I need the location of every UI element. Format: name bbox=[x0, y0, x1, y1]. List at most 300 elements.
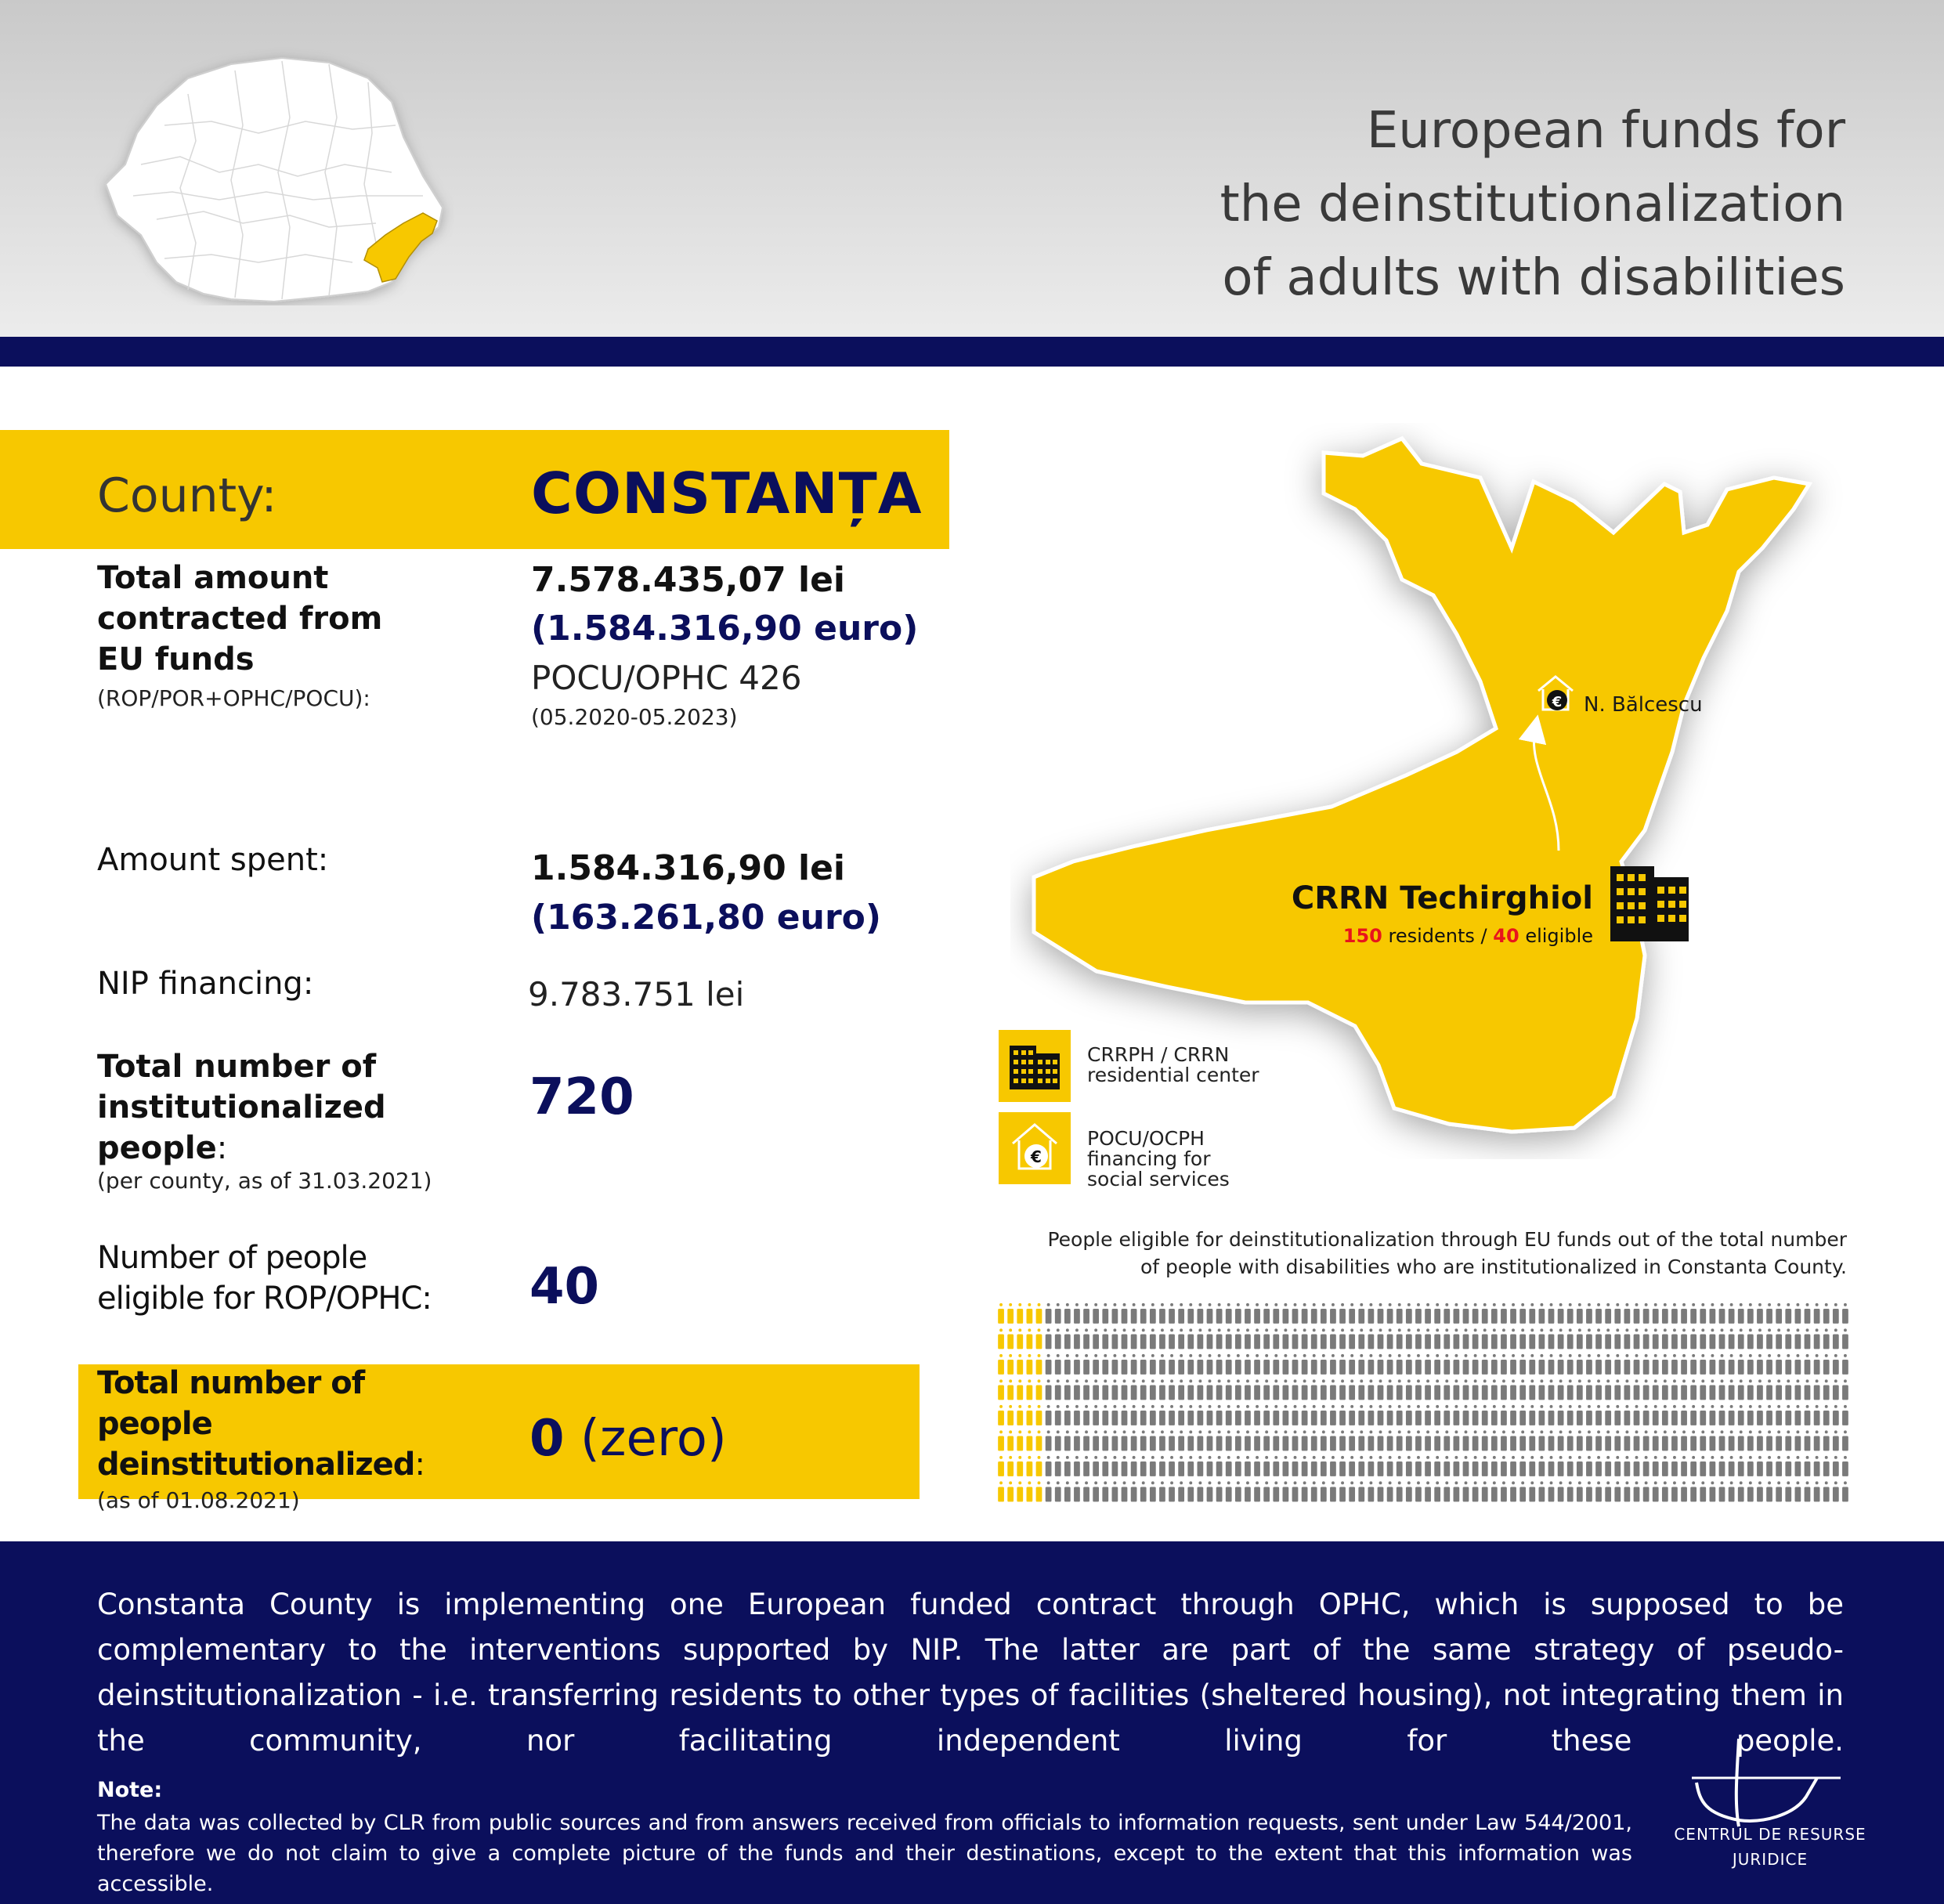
person bbox=[1122, 1430, 1128, 1451]
person bbox=[1273, 1456, 1279, 1476]
person bbox=[1122, 1303, 1128, 1324]
person bbox=[1700, 1405, 1706, 1425]
person bbox=[1283, 1328, 1289, 1349]
person bbox=[1700, 1379, 1706, 1400]
person bbox=[1273, 1379, 1279, 1400]
person bbox=[1463, 1303, 1469, 1324]
person bbox=[1368, 1328, 1375, 1349]
person bbox=[1397, 1379, 1403, 1400]
person bbox=[1263, 1354, 1270, 1375]
person bbox=[1643, 1379, 1650, 1400]
person bbox=[1368, 1379, 1375, 1400]
person-eligible bbox=[1017, 1328, 1023, 1349]
person bbox=[1349, 1456, 1355, 1476]
person bbox=[1833, 1481, 1839, 1501]
person bbox=[1169, 1303, 1175, 1324]
person bbox=[1444, 1405, 1450, 1425]
person bbox=[1055, 1481, 1061, 1501]
person bbox=[1805, 1303, 1811, 1324]
person bbox=[1719, 1430, 1725, 1451]
person bbox=[1795, 1354, 1801, 1375]
person bbox=[1463, 1430, 1469, 1451]
person bbox=[1425, 1456, 1431, 1476]
person-eligible bbox=[1036, 1328, 1042, 1349]
person bbox=[1169, 1481, 1175, 1501]
person bbox=[1064, 1328, 1071, 1349]
person bbox=[1795, 1379, 1801, 1400]
person bbox=[1491, 1328, 1498, 1349]
person bbox=[1805, 1354, 1811, 1375]
person bbox=[1605, 1456, 1611, 1476]
person bbox=[1397, 1405, 1403, 1425]
legend-house-euro-icon bbox=[999, 1112, 1071, 1184]
label-colon: : bbox=[216, 1130, 228, 1166]
person bbox=[1519, 1456, 1526, 1476]
person bbox=[1710, 1456, 1716, 1476]
person bbox=[1766, 1405, 1772, 1425]
person bbox=[1454, 1303, 1460, 1324]
person-eligible bbox=[1007, 1379, 1014, 1400]
person bbox=[1605, 1328, 1611, 1349]
person bbox=[1690, 1379, 1696, 1400]
person bbox=[1434, 1379, 1440, 1400]
person bbox=[1558, 1354, 1564, 1375]
person bbox=[1747, 1379, 1754, 1400]
person bbox=[1614, 1481, 1621, 1501]
person bbox=[1529, 1481, 1535, 1501]
legend-line: social services bbox=[1087, 1168, 1230, 1190]
person bbox=[1719, 1354, 1725, 1375]
person bbox=[1339, 1405, 1346, 1425]
person-eligible bbox=[1027, 1405, 1033, 1425]
label-line: Total amount bbox=[97, 560, 329, 596]
person bbox=[1595, 1303, 1602, 1324]
person bbox=[1093, 1481, 1099, 1501]
person bbox=[1444, 1379, 1450, 1400]
person bbox=[1472, 1354, 1479, 1375]
person bbox=[1501, 1328, 1507, 1349]
person bbox=[1747, 1456, 1754, 1476]
person bbox=[1501, 1405, 1507, 1425]
person bbox=[1055, 1354, 1061, 1375]
legend-financing-text bbox=[1087, 1129, 1230, 1190]
person bbox=[1719, 1379, 1725, 1400]
person bbox=[1700, 1430, 1706, 1451]
person bbox=[1776, 1328, 1782, 1349]
person bbox=[1510, 1430, 1516, 1451]
person bbox=[1595, 1379, 1602, 1400]
person bbox=[1700, 1481, 1706, 1501]
person bbox=[1311, 1328, 1317, 1349]
person bbox=[1216, 1481, 1223, 1501]
person bbox=[1226, 1354, 1232, 1375]
person bbox=[1102, 1303, 1108, 1324]
person bbox=[1700, 1328, 1706, 1349]
person bbox=[1586, 1481, 1592, 1501]
person bbox=[1454, 1430, 1460, 1451]
person bbox=[1140, 1379, 1147, 1400]
person bbox=[1444, 1481, 1450, 1501]
deinstitutionalized-value bbox=[529, 1410, 727, 1468]
person-eligible bbox=[1017, 1405, 1023, 1425]
person bbox=[1823, 1328, 1830, 1349]
person bbox=[1519, 1481, 1526, 1501]
person bbox=[1519, 1303, 1526, 1324]
label-line: people bbox=[97, 1130, 217, 1166]
person bbox=[1226, 1481, 1232, 1501]
person bbox=[1226, 1303, 1232, 1324]
label-line: deinstitutionalized bbox=[97, 1447, 415, 1483]
person bbox=[1757, 1328, 1763, 1349]
person bbox=[1358, 1328, 1364, 1349]
person bbox=[1634, 1430, 1640, 1451]
person bbox=[1482, 1405, 1488, 1425]
eligible-label: eligible bbox=[1525, 925, 1593, 947]
person bbox=[1463, 1379, 1469, 1400]
person bbox=[1064, 1303, 1071, 1324]
person bbox=[1046, 1328, 1052, 1349]
label-line: Number of people bbox=[97, 1240, 367, 1276]
person bbox=[1339, 1481, 1346, 1501]
person bbox=[1567, 1354, 1574, 1375]
person bbox=[1245, 1303, 1251, 1324]
person bbox=[1102, 1328, 1108, 1349]
person-eligible bbox=[1017, 1456, 1023, 1476]
person bbox=[1738, 1303, 1744, 1324]
person-eligible bbox=[1007, 1354, 1014, 1375]
person bbox=[1624, 1405, 1631, 1425]
person bbox=[1321, 1354, 1327, 1375]
person bbox=[1349, 1303, 1355, 1324]
person bbox=[1140, 1303, 1147, 1324]
label-line: eligible for ROP/OPHC: bbox=[97, 1281, 432, 1317]
person bbox=[1198, 1456, 1204, 1476]
person bbox=[1444, 1430, 1450, 1451]
header-divider bbox=[0, 337, 1944, 367]
person bbox=[1577, 1354, 1583, 1375]
person bbox=[1795, 1303, 1801, 1324]
person bbox=[1150, 1328, 1156, 1349]
person bbox=[1339, 1328, 1346, 1349]
institutionalized-value: 720 bbox=[529, 1068, 634, 1126]
person bbox=[1254, 1405, 1260, 1425]
person bbox=[1614, 1328, 1621, 1349]
person bbox=[1510, 1456, 1516, 1476]
person bbox=[1814, 1303, 1820, 1324]
person bbox=[1757, 1354, 1763, 1375]
person bbox=[1102, 1379, 1108, 1400]
person bbox=[1055, 1405, 1061, 1425]
person bbox=[1226, 1430, 1232, 1451]
person bbox=[1387, 1328, 1393, 1349]
person bbox=[1491, 1405, 1498, 1425]
person bbox=[1064, 1379, 1071, 1400]
person bbox=[1690, 1328, 1696, 1349]
person bbox=[1785, 1328, 1791, 1349]
person bbox=[1235, 1430, 1241, 1451]
person bbox=[1577, 1430, 1583, 1451]
person bbox=[1150, 1303, 1156, 1324]
person bbox=[1064, 1456, 1071, 1476]
person bbox=[1083, 1379, 1089, 1400]
person bbox=[1567, 1328, 1574, 1349]
person bbox=[1548, 1430, 1555, 1451]
person bbox=[1814, 1354, 1820, 1375]
person bbox=[1653, 1303, 1659, 1324]
person bbox=[1387, 1354, 1393, 1375]
label-line: institutionalized bbox=[97, 1089, 386, 1125]
person bbox=[1216, 1430, 1223, 1451]
person bbox=[1339, 1456, 1346, 1476]
person bbox=[1614, 1303, 1621, 1324]
person-eligible bbox=[1027, 1354, 1033, 1375]
person bbox=[1605, 1354, 1611, 1375]
person bbox=[1586, 1379, 1592, 1400]
person bbox=[1558, 1379, 1564, 1400]
person bbox=[1624, 1354, 1631, 1375]
person bbox=[1605, 1430, 1611, 1451]
person bbox=[1330, 1303, 1336, 1324]
person bbox=[1539, 1456, 1545, 1476]
person bbox=[1235, 1303, 1241, 1324]
person bbox=[1074, 1481, 1080, 1501]
person bbox=[1425, 1405, 1431, 1425]
person bbox=[1529, 1405, 1535, 1425]
person bbox=[1814, 1405, 1820, 1425]
person bbox=[1349, 1405, 1355, 1425]
person bbox=[1747, 1405, 1754, 1425]
person bbox=[1444, 1303, 1450, 1324]
person bbox=[1263, 1405, 1270, 1425]
person bbox=[1681, 1379, 1687, 1400]
person bbox=[1805, 1430, 1811, 1451]
person bbox=[1378, 1354, 1384, 1375]
person bbox=[1140, 1405, 1147, 1425]
person bbox=[1653, 1379, 1659, 1400]
person bbox=[1605, 1379, 1611, 1400]
person bbox=[1245, 1405, 1251, 1425]
person bbox=[1387, 1379, 1393, 1400]
person bbox=[1283, 1379, 1289, 1400]
person bbox=[1292, 1405, 1299, 1425]
person-eligible bbox=[1036, 1354, 1042, 1375]
person bbox=[1548, 1481, 1555, 1501]
person bbox=[1216, 1328, 1223, 1349]
person bbox=[1187, 1328, 1194, 1349]
person bbox=[1311, 1379, 1317, 1400]
person bbox=[1766, 1303, 1772, 1324]
person bbox=[1444, 1456, 1450, 1476]
person bbox=[1397, 1303, 1403, 1324]
person bbox=[1747, 1354, 1754, 1375]
person bbox=[1397, 1328, 1403, 1349]
person-eligible bbox=[998, 1328, 1004, 1349]
person bbox=[1178, 1405, 1184, 1425]
person bbox=[1510, 1303, 1516, 1324]
person bbox=[1529, 1354, 1535, 1375]
person bbox=[1198, 1354, 1204, 1375]
person bbox=[1093, 1430, 1099, 1451]
person bbox=[1577, 1303, 1583, 1324]
person bbox=[1387, 1456, 1393, 1476]
person-eligible bbox=[1007, 1430, 1014, 1451]
person bbox=[1681, 1303, 1687, 1324]
person bbox=[1434, 1405, 1440, 1425]
person bbox=[1093, 1379, 1099, 1400]
person bbox=[1254, 1456, 1260, 1476]
person bbox=[1842, 1328, 1848, 1349]
person bbox=[1519, 1405, 1526, 1425]
person bbox=[1302, 1430, 1308, 1451]
person bbox=[1415, 1456, 1422, 1476]
person bbox=[1055, 1456, 1061, 1476]
person bbox=[1785, 1379, 1791, 1400]
person bbox=[1378, 1430, 1384, 1451]
person bbox=[1187, 1379, 1194, 1400]
person bbox=[1406, 1379, 1412, 1400]
person-eligible bbox=[1017, 1481, 1023, 1501]
person bbox=[1454, 1354, 1460, 1375]
person bbox=[1776, 1481, 1782, 1501]
person bbox=[1273, 1430, 1279, 1451]
total-amount-sublabel: (ROP/POR+OPHC/POCU): bbox=[97, 685, 370, 711]
person-eligible bbox=[998, 1481, 1004, 1501]
person bbox=[1093, 1405, 1099, 1425]
person bbox=[1150, 1430, 1156, 1451]
person bbox=[1397, 1481, 1403, 1501]
person bbox=[1226, 1328, 1232, 1349]
euro-glyph: € bbox=[1031, 1147, 1042, 1166]
person bbox=[1311, 1430, 1317, 1451]
person bbox=[1378, 1405, 1384, 1425]
person bbox=[1558, 1405, 1564, 1425]
person bbox=[1339, 1354, 1346, 1375]
person bbox=[1122, 1354, 1128, 1375]
amount-spent-lei: 1.584.316,90 lei bbox=[531, 848, 846, 888]
county-label: County: bbox=[97, 468, 277, 523]
person bbox=[1662, 1405, 1668, 1425]
nip-financing-value: 9.783.751 lei bbox=[528, 975, 745, 1013]
person bbox=[1634, 1328, 1640, 1349]
person bbox=[1785, 1303, 1791, 1324]
deinst-number: 0 bbox=[529, 1410, 565, 1468]
person bbox=[1719, 1405, 1725, 1425]
person bbox=[1567, 1379, 1574, 1400]
person bbox=[1046, 1430, 1052, 1451]
person bbox=[1311, 1405, 1317, 1425]
person bbox=[1529, 1328, 1535, 1349]
person bbox=[1472, 1328, 1479, 1349]
person bbox=[1425, 1328, 1431, 1349]
people-chart-caption bbox=[971, 1226, 1847, 1281]
person bbox=[1729, 1456, 1735, 1476]
person bbox=[1738, 1379, 1744, 1400]
person bbox=[1614, 1456, 1621, 1476]
person bbox=[1814, 1481, 1820, 1501]
person bbox=[1131, 1328, 1137, 1349]
person-eligible bbox=[1027, 1430, 1033, 1451]
person bbox=[1738, 1405, 1744, 1425]
legend-financing-box bbox=[999, 1112, 1071, 1184]
person bbox=[1368, 1456, 1375, 1476]
person bbox=[1406, 1481, 1412, 1501]
page-title bbox=[905, 94, 1845, 315]
person bbox=[1046, 1354, 1052, 1375]
label-line: Total number of bbox=[97, 1049, 377, 1085]
euro-glyph: € bbox=[1552, 694, 1563, 710]
person bbox=[1159, 1303, 1165, 1324]
person bbox=[1671, 1303, 1678, 1324]
legend-line: CRRPH / CRRN bbox=[1087, 1043, 1230, 1066]
person bbox=[1283, 1354, 1289, 1375]
person bbox=[1814, 1379, 1820, 1400]
person bbox=[1387, 1303, 1393, 1324]
person bbox=[1529, 1430, 1535, 1451]
person bbox=[1425, 1354, 1431, 1375]
person bbox=[1358, 1354, 1364, 1375]
eligible-label bbox=[97, 1237, 536, 1319]
person bbox=[1406, 1303, 1412, 1324]
person bbox=[1501, 1354, 1507, 1375]
person bbox=[1624, 1430, 1631, 1451]
person bbox=[1747, 1430, 1754, 1451]
person bbox=[1454, 1456, 1460, 1476]
person bbox=[1093, 1456, 1099, 1476]
person bbox=[1178, 1481, 1184, 1501]
person bbox=[1283, 1405, 1289, 1425]
person bbox=[1472, 1456, 1479, 1476]
person bbox=[1643, 1303, 1650, 1324]
person bbox=[1729, 1379, 1735, 1400]
nip-financing-label: NIP financing: bbox=[97, 966, 314, 1002]
person bbox=[1501, 1481, 1507, 1501]
person bbox=[1595, 1405, 1602, 1425]
person bbox=[1245, 1354, 1251, 1375]
person bbox=[1321, 1481, 1327, 1501]
title-line: the deinstitutionalization bbox=[1220, 175, 1845, 233]
person bbox=[1785, 1481, 1791, 1501]
person bbox=[1795, 1481, 1801, 1501]
person bbox=[1729, 1303, 1735, 1324]
person bbox=[1425, 1379, 1431, 1400]
person bbox=[1235, 1456, 1241, 1476]
person bbox=[1558, 1456, 1564, 1476]
person-eligible bbox=[1036, 1379, 1042, 1400]
person bbox=[1482, 1328, 1488, 1349]
person bbox=[1482, 1379, 1488, 1400]
person bbox=[1055, 1430, 1061, 1451]
person bbox=[1358, 1405, 1364, 1425]
person bbox=[1311, 1456, 1317, 1476]
person bbox=[1226, 1379, 1232, 1400]
person bbox=[1387, 1430, 1393, 1451]
person bbox=[1671, 1430, 1678, 1451]
person bbox=[1150, 1456, 1156, 1476]
person bbox=[1710, 1379, 1716, 1400]
person bbox=[1302, 1481, 1308, 1501]
person bbox=[1586, 1328, 1592, 1349]
person bbox=[1558, 1481, 1564, 1501]
person bbox=[1406, 1430, 1412, 1451]
person bbox=[1245, 1456, 1251, 1476]
person bbox=[1510, 1379, 1516, 1400]
person bbox=[1491, 1379, 1498, 1400]
person bbox=[1719, 1456, 1725, 1476]
person bbox=[1776, 1379, 1782, 1400]
person bbox=[1187, 1430, 1194, 1451]
person bbox=[1491, 1456, 1498, 1476]
person bbox=[1159, 1354, 1165, 1375]
